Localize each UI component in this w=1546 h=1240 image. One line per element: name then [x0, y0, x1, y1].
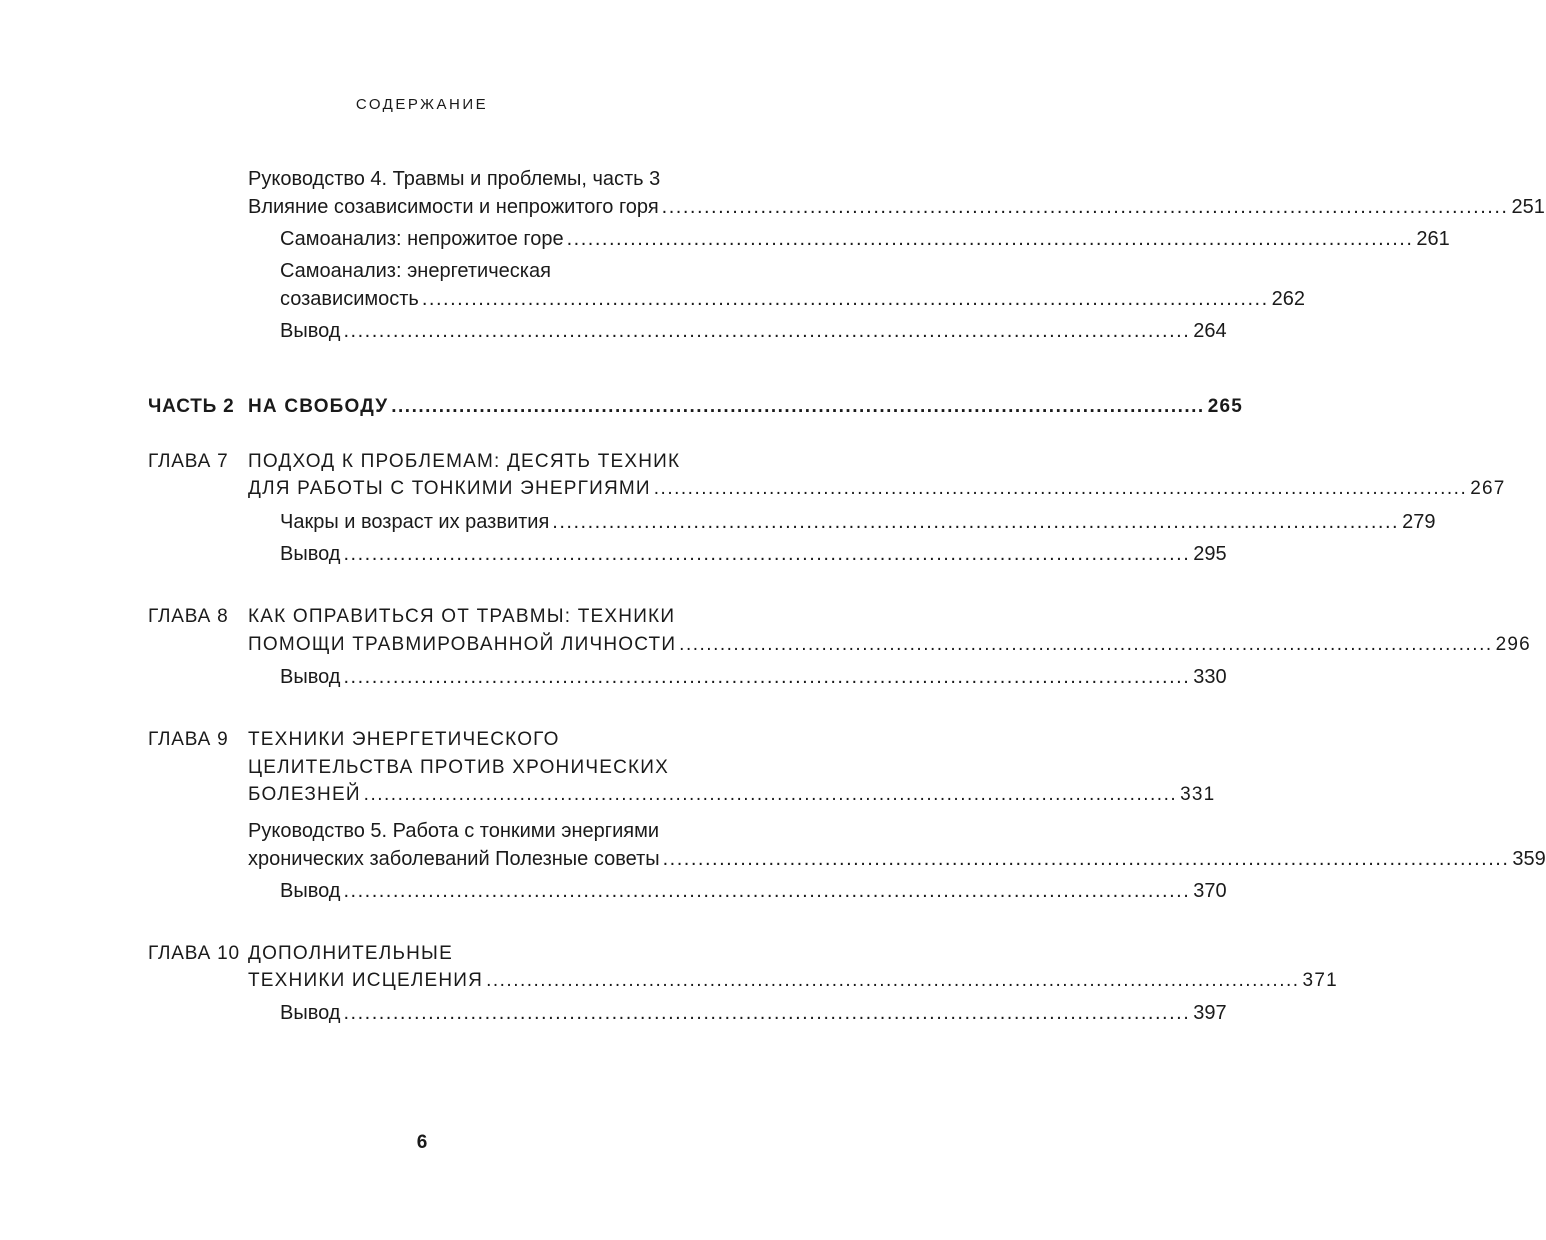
entry-title: Самоанализ: непрожитое горе	[280, 228, 564, 250]
chapter9-title-line3: БОЛЕЗНЕЙ	[248, 784, 361, 805]
entry-title: Вывод	[280, 1002, 341, 1024]
guide4-title-line1: Руководство 4. Травмы и проблемы, часть 3	[248, 168, 661, 190]
chapter9-title-line1: ТЕХНИКИ ЭНЕРГЕТИЧЕСКОГО	[248, 729, 560, 750]
running-header: СОДЕРЖАНИЕ	[355, 96, 489, 113]
chapter7-title-line1: ПОДХОД К ПРОБЛЕМАМ: ДЕСЯТЬ ТЕХНИК	[248, 451, 681, 472]
page-number: 265	[1207, 396, 1244, 417]
dot-leader: ........................................................................................................................	[391, 396, 1205, 417]
dot-leader: ........................................................................................................................	[486, 970, 1300, 991]
dot-leader: ........................................................................................................................	[343, 543, 1191, 565]
page-number: 371	[1302, 970, 1338, 991]
chapter-label: ГЛАВА 9	[148, 729, 229, 750]
dot-leader: ........................................................................................................................	[421, 288, 1269, 310]
dot-leader: ........................................................................................................................	[343, 1002, 1191, 1024]
toc-entry-chapter10[interactable]	[248, 968, 1338, 994]
toc-entry-part2[interactable]	[248, 394, 1244, 420]
part-label: ЧАСТЬ 2	[148, 396, 235, 417]
toc-entry-chapter7[interactable]	[248, 476, 1506, 502]
toc-entry-chapter9-conclusion[interactable]	[280, 878, 1227, 904]
chapter-label: ГЛАВА 10	[148, 943, 240, 964]
toc-entry-chapter8-conclusion[interactable]	[280, 664, 1227, 690]
page-number: 279	[1402, 511, 1436, 533]
entry-title: Чакры и возраст их развития	[280, 511, 550, 533]
dot-leader: ........................................................................................................................	[566, 228, 1414, 250]
dot-leader: ........................................................................................................................	[653, 478, 1468, 499]
page-number: 264	[1193, 320, 1227, 342]
chapter8-title-line2: ПОМОЩИ ТРАВМИРОВАННОЙ ЛИЧНОСТИ	[248, 634, 677, 655]
page-number: 370	[1193, 880, 1227, 902]
guide5-title-line1: Руководство 5. Работа с тонкими энергиями	[248, 820, 659, 842]
entry-title: Вывод	[280, 666, 341, 688]
chapter10-title-line1: ДОПОЛНИТЕЛЬНЫЕ	[248, 943, 453, 964]
chapter7-title-line2: ДЛЯ РАБОТЫ С ТОНКИМИ ЭНЕРГИЯМИ	[248, 478, 651, 499]
page-number: 262	[1271, 288, 1306, 310]
dot-leader: ........................................................................................................................	[363, 784, 1178, 805]
toc-entry-guide4-conclusion[interactable]	[280, 318, 1227, 344]
page-number: 251	[1511, 196, 1545, 218]
entry-title: Вывод	[280, 543, 341, 565]
part-title: НА СВОБОДУ	[248, 396, 389, 417]
dot-leader: ........................................................................................................................	[343, 320, 1191, 342]
self-analysis-codependency-line1: Самоанализ: энергетическая	[280, 260, 551, 282]
dot-leader: ........................................................................................................................	[662, 848, 1510, 870]
guide5-title-line2: хронических заболеваний Полезные советы	[248, 848, 660, 870]
dot-leader: ........................................................................................................................	[661, 196, 1509, 218]
chapter10-title-line2: ТЕХНИКИ ИСЦЕЛЕНИЯ	[248, 970, 484, 991]
page-number: 331	[1180, 784, 1216, 805]
toc-entry-self-analysis-grief[interactable]	[280, 226, 1450, 252]
dot-leader: ........................................................................................................................	[343, 880, 1191, 902]
entry-title: созависимость	[280, 288, 419, 310]
chapter-label: ГЛАВА 7	[148, 451, 229, 472]
entry-title: Вывод	[280, 880, 341, 902]
toc-entry-chakras[interactable]	[280, 509, 1436, 535]
page-number: 267	[1470, 478, 1506, 499]
toc-entry-chapter8[interactable]	[248, 632, 1531, 658]
page-number: 359	[1512, 848, 1546, 870]
toc-entry-chapter10-conclusion[interactable]	[280, 1000, 1227, 1026]
entry-title: Вывод	[280, 320, 341, 342]
page-number-footer: 6	[416, 1132, 428, 1153]
page-number: 261	[1416, 228, 1450, 250]
guide4-title-line2: Влияние созависимости и непрожитого горя	[248, 196, 659, 218]
toc-entry-chapter7-conclusion[interactable]	[280, 541, 1227, 567]
page-number: 296	[1495, 634, 1531, 655]
toc-entry-chapter9[interactable]	[248, 782, 1216, 808]
page-number: 397	[1193, 1002, 1227, 1024]
page-number: 295	[1193, 543, 1227, 565]
dot-leader: ........................................................................................................................	[343, 666, 1191, 688]
chapter8-title-line1: КАК ОПРАВИТЬСЯ ОТ ТРАВМЫ: ТЕХНИКИ	[248, 606, 676, 627]
chapter9-title-line2: ЦЕЛИТЕЛЬСТВА ПРОТИВ ХРОНИЧЕСКИХ	[248, 757, 669, 778]
dot-leader: ........................................................................................................................	[679, 634, 1493, 655]
dot-leader: ........................................................................................................................	[552, 511, 1400, 533]
toc-entry-guide4[interactable]	[248, 194, 1545, 220]
toc-entry-self-analysis-codependency[interactable]	[280, 286, 1306, 312]
toc-entry-guide5[interactable]	[248, 846, 1546, 872]
page-number: 330	[1193, 666, 1227, 688]
chapter-label: ГЛАВА 8	[148, 606, 229, 627]
